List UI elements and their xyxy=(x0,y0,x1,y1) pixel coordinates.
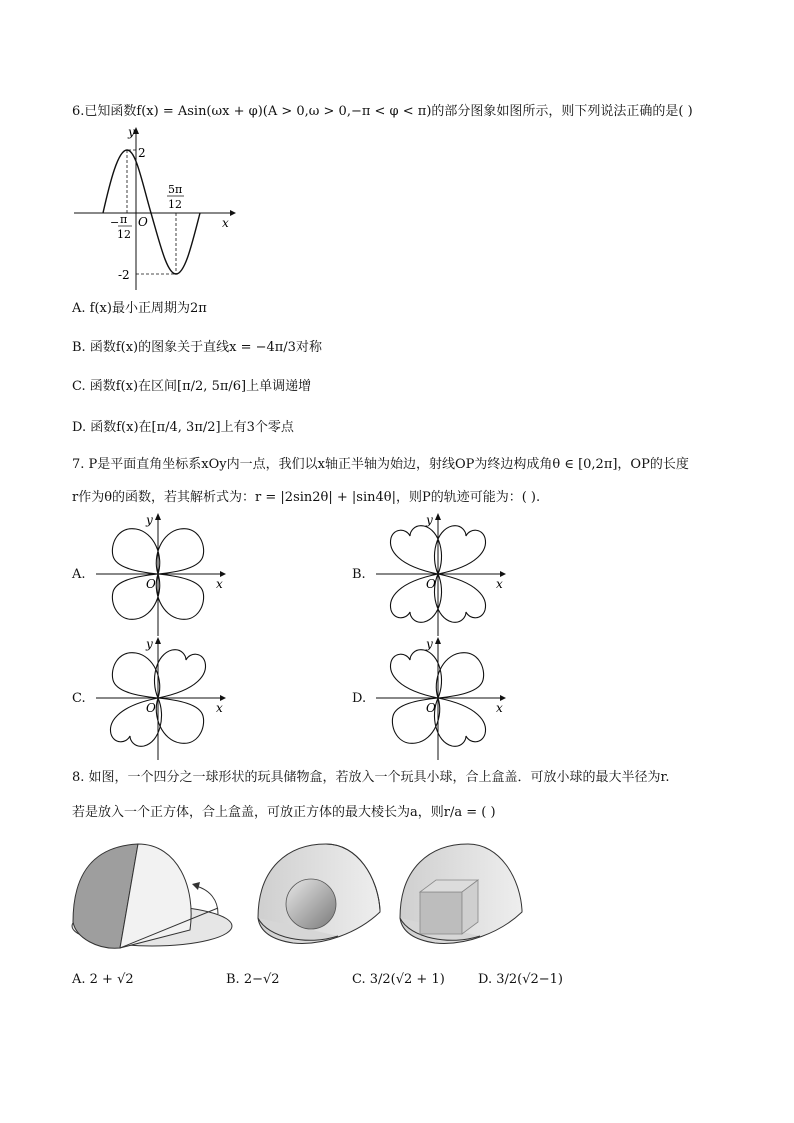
q6-y-max: 2 xyxy=(138,146,146,160)
svg-text:O: O xyxy=(426,577,436,591)
q8-option-c[interactable]: C. 3/2(√2 + 1) xyxy=(352,972,445,987)
q8-figures xyxy=(68,838,528,968)
svg-text:y: y xyxy=(426,513,433,527)
q6-xpos-num: 5π xyxy=(168,183,183,196)
q6-option-a[interactable]: A. f(x)最小正周期为2π xyxy=(72,301,207,316)
q8-option-a[interactable]: A. 2 + √2 xyxy=(72,972,134,987)
q6-xneg-den: 12 xyxy=(117,228,131,241)
svg-text:x: x xyxy=(216,577,223,591)
q7-label-a[interactable]: A. xyxy=(72,567,86,582)
q7-label-c[interactable]: C. xyxy=(72,691,86,706)
q8-open-box-figure xyxy=(72,844,232,948)
svg-text:O: O xyxy=(146,701,156,715)
svg-text:y: y xyxy=(146,513,153,527)
svg-text:O: O xyxy=(146,577,156,591)
q6-xneg-sign: − xyxy=(110,216,120,229)
q7-label-d[interactable]: D. xyxy=(352,691,367,706)
q7-figure-b[interactable] xyxy=(368,512,508,637)
q7-stem-line2: r作为θ的函数，若其解析式为：r = |2sin2θ| + |sin4θ|，则P的轨迹可能为：( ). xyxy=(72,490,541,505)
q7-label-b[interactable]: B. xyxy=(352,567,366,582)
q8-option-d[interactable]: D. 3/2(√2−1) xyxy=(478,972,564,987)
q7-figure-d[interactable] xyxy=(368,636,508,761)
q8-box-with-cube-figure xyxy=(400,844,522,943)
q6-xpos-den: 12 xyxy=(168,198,182,211)
q6-stem: 6.已知函数f(x) = Asin(ωx + φ)(A > 0,ω > 0,−π < φ < π)的部分图象如图所示，则下列说法正确的是( ) xyxy=(72,104,693,119)
svg-text:y: y xyxy=(146,637,153,651)
svg-text:x: x xyxy=(496,577,503,591)
q6-option-d[interactable]: D. 函数f(x)在[π/4, 3π/2]上有3个零点 xyxy=(72,420,294,435)
q6-xneg-num: π xyxy=(120,213,128,226)
q7-figure-a[interactable] xyxy=(88,512,228,637)
q6-option-b[interactable]: B. 函数f(x)的图象关于直线x = −4π/3对称 xyxy=(72,340,322,355)
q6-sine-graph xyxy=(70,122,240,292)
svg-text:x: x xyxy=(216,701,223,715)
q7-figure-c[interactable] xyxy=(88,636,228,761)
svg-text:O: O xyxy=(426,701,436,715)
q6-x-label: x xyxy=(222,216,229,230)
q6-y-label: y xyxy=(128,125,135,139)
q8-box-with-ball-figure xyxy=(258,844,380,943)
svg-text:x: x xyxy=(496,701,503,715)
q6-option-c[interactable]: C. 函数f(x)在区间[π/2, 5π/6]上单调递增 xyxy=(72,379,312,394)
q8-stem-line1: 8. 如图，一个四分之一球形状的玩具储物盒，若放入一个玩具小球，合上盒盖．可放小球的最大半径为r. xyxy=(72,770,670,785)
q8-stem-line2: 若是放入一个正方体，合上盒盖，可放正方体的最大棱长为a，则r/a = ( ) xyxy=(72,805,496,820)
svg-text:y: y xyxy=(426,637,433,651)
q7-stem-line1: 7. P是平面直角坐标系xOy内一点，我们以x轴正半轴为始边，射线OP为终边构成角θ ∈ [0,2π]，OP的长度 xyxy=(72,457,689,472)
q6-y-min: -2 xyxy=(118,268,130,282)
q8-option-b[interactable]: B. 2−√2 xyxy=(226,972,280,987)
q6-origin: O xyxy=(138,215,148,229)
